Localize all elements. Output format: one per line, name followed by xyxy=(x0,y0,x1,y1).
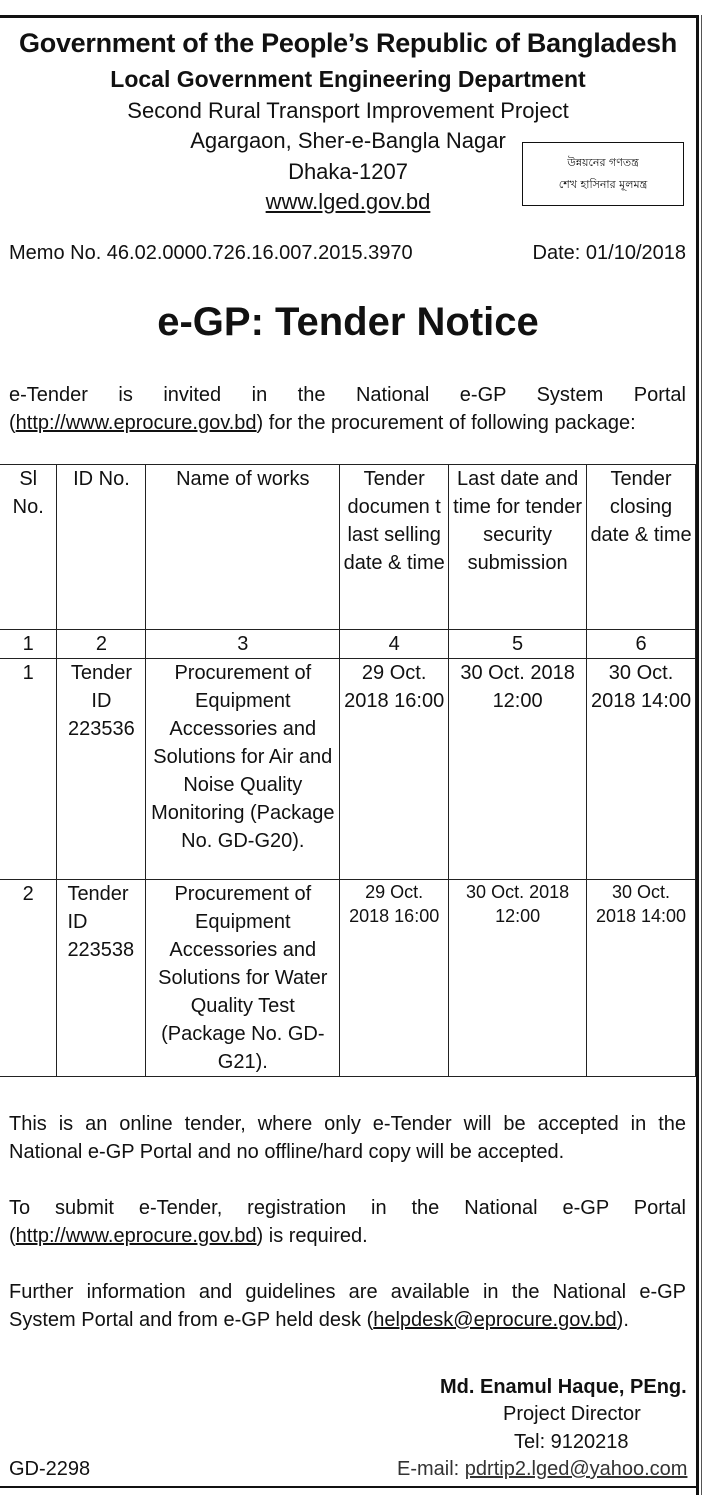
registration-text-b: ) is required. xyxy=(256,1225,368,1247)
intro-text-b: ) for the procurement of following package: xyxy=(256,412,636,434)
cell-sl: 2 xyxy=(0,880,57,1077)
intro-text-a: e-Tender is invited in the National e-GP System Portal ( xyxy=(9,384,686,434)
signatory-email xyxy=(397,1458,687,1481)
col-number: 1 xyxy=(0,630,57,659)
cell-security: 30 Oct. 2018 12:00 xyxy=(449,880,587,1077)
eprocure-link[interactable]: http://www.eprocure.gov.bd xyxy=(15,1225,257,1247)
signatory-title: Project Director xyxy=(503,1403,641,1425)
bottom-border xyxy=(0,1486,698,1488)
cell-work: Procurement of Equipment Accessories and Solutions for Water Quality Test (Package No. GD-G21). xyxy=(146,880,340,1077)
cell-id: Tender ID 223538 xyxy=(57,880,146,1077)
table-row xyxy=(0,659,696,880)
footer-code: GD-2298 xyxy=(9,1458,91,1480)
slogan-line-2: শেখ হাসিনার মূলমন্ত্র xyxy=(558,178,648,191)
helpdesk-email-link[interactable]: helpdesk@eprocure.gov.bd xyxy=(373,1309,617,1331)
memo-number: Memo No. 46.02.0000.726.16.007.2015.3970 xyxy=(9,242,413,264)
signatory-phone: Tel: 9120218 xyxy=(514,1431,629,1453)
signatory-email-link[interactable]: pdrtip2.lged@yahoo.com xyxy=(464,1458,688,1480)
col-number: 5 xyxy=(449,630,587,659)
project-name: Second Rural Transport Improvement Project xyxy=(127,98,569,123)
notice-date: Date: 01/10/2018 xyxy=(532,242,686,264)
website-link[interactable]: www.lged.gov.bd xyxy=(265,189,431,214)
online-tender-paragraph: This is an online tender, where only e-Tender will be accepted in the National e-GP Portal and no offline/hard copy will be accepted. xyxy=(9,1113,686,1163)
intro-paragraph xyxy=(9,381,686,437)
page-title: e-GP: Tender Notice xyxy=(157,300,539,344)
cell-closing: 30 Oct. 2018 14:00 xyxy=(587,880,696,1077)
cell-selling: 29 Oct. 2018 16:00 xyxy=(340,659,449,880)
registration-paragraph xyxy=(9,1194,686,1250)
top-border xyxy=(0,15,698,18)
col-number: 4 xyxy=(340,630,449,659)
eprocure-link[interactable]: http://www.eprocure.gov.bd xyxy=(15,412,257,434)
department-title: Local Government Engineering Department xyxy=(110,66,586,92)
info-text-b: ). xyxy=(616,1309,629,1331)
tender-table xyxy=(0,464,696,1077)
cell-work: Procurement of Equipment Accessories and Solutions for Air and Noise Quality Monitoring (Package No. GD-G20). xyxy=(146,659,340,880)
col-header-id: ID No. xyxy=(57,465,146,630)
col-number: 2 xyxy=(57,630,146,659)
email-label: E-mail: xyxy=(397,1458,465,1480)
right-border xyxy=(696,15,699,1495)
government-title: Government of the People’s Republic of Bangladesh xyxy=(19,28,677,58)
slogan-line-1: উন্নয়নের গণতন্ত্র xyxy=(567,156,639,169)
signatory-name: Md. Enamul Haque, PEng. xyxy=(440,1376,687,1398)
col-header-sl: Sl No. xyxy=(0,465,57,630)
table-header-row xyxy=(0,465,696,630)
col-header-selling: Tender documen t last selling date & time xyxy=(340,465,449,630)
cell-security: 30 Oct. 2018 12:00 xyxy=(449,659,587,880)
info-text-a: Further information and guidelines are available in the National e-GP System Portal and from e-GP held desk ( xyxy=(9,1281,686,1331)
cell-selling: 29 Oct. 2018 16:00 xyxy=(340,880,449,1077)
table-row xyxy=(0,880,696,1077)
cell-sl: 1 xyxy=(0,659,57,880)
col-header-name: Name of works xyxy=(146,465,340,630)
col-header-security: Last date and time for tender security submission xyxy=(449,465,587,630)
city-line: Dhaka-1207 xyxy=(288,159,408,184)
table-number-row xyxy=(0,630,696,659)
right-border-shadow xyxy=(701,15,702,1495)
cell-closing: 30 Oct. 2018 14:00 xyxy=(587,659,696,880)
registration-text-a: To submit e-Tender, registration in the National e-GP Portal ( xyxy=(9,1197,686,1247)
col-number: 3 xyxy=(146,630,340,659)
cell-id: Tender ID 223536 xyxy=(57,659,146,880)
col-header-closing: Tender closing date & time xyxy=(587,465,696,630)
address-line: Agargaon, Sher-e-Bangla Nagar xyxy=(190,128,506,153)
slogan-box xyxy=(522,142,684,206)
col-number: 6 xyxy=(587,630,696,659)
further-info-paragraph xyxy=(9,1278,686,1334)
